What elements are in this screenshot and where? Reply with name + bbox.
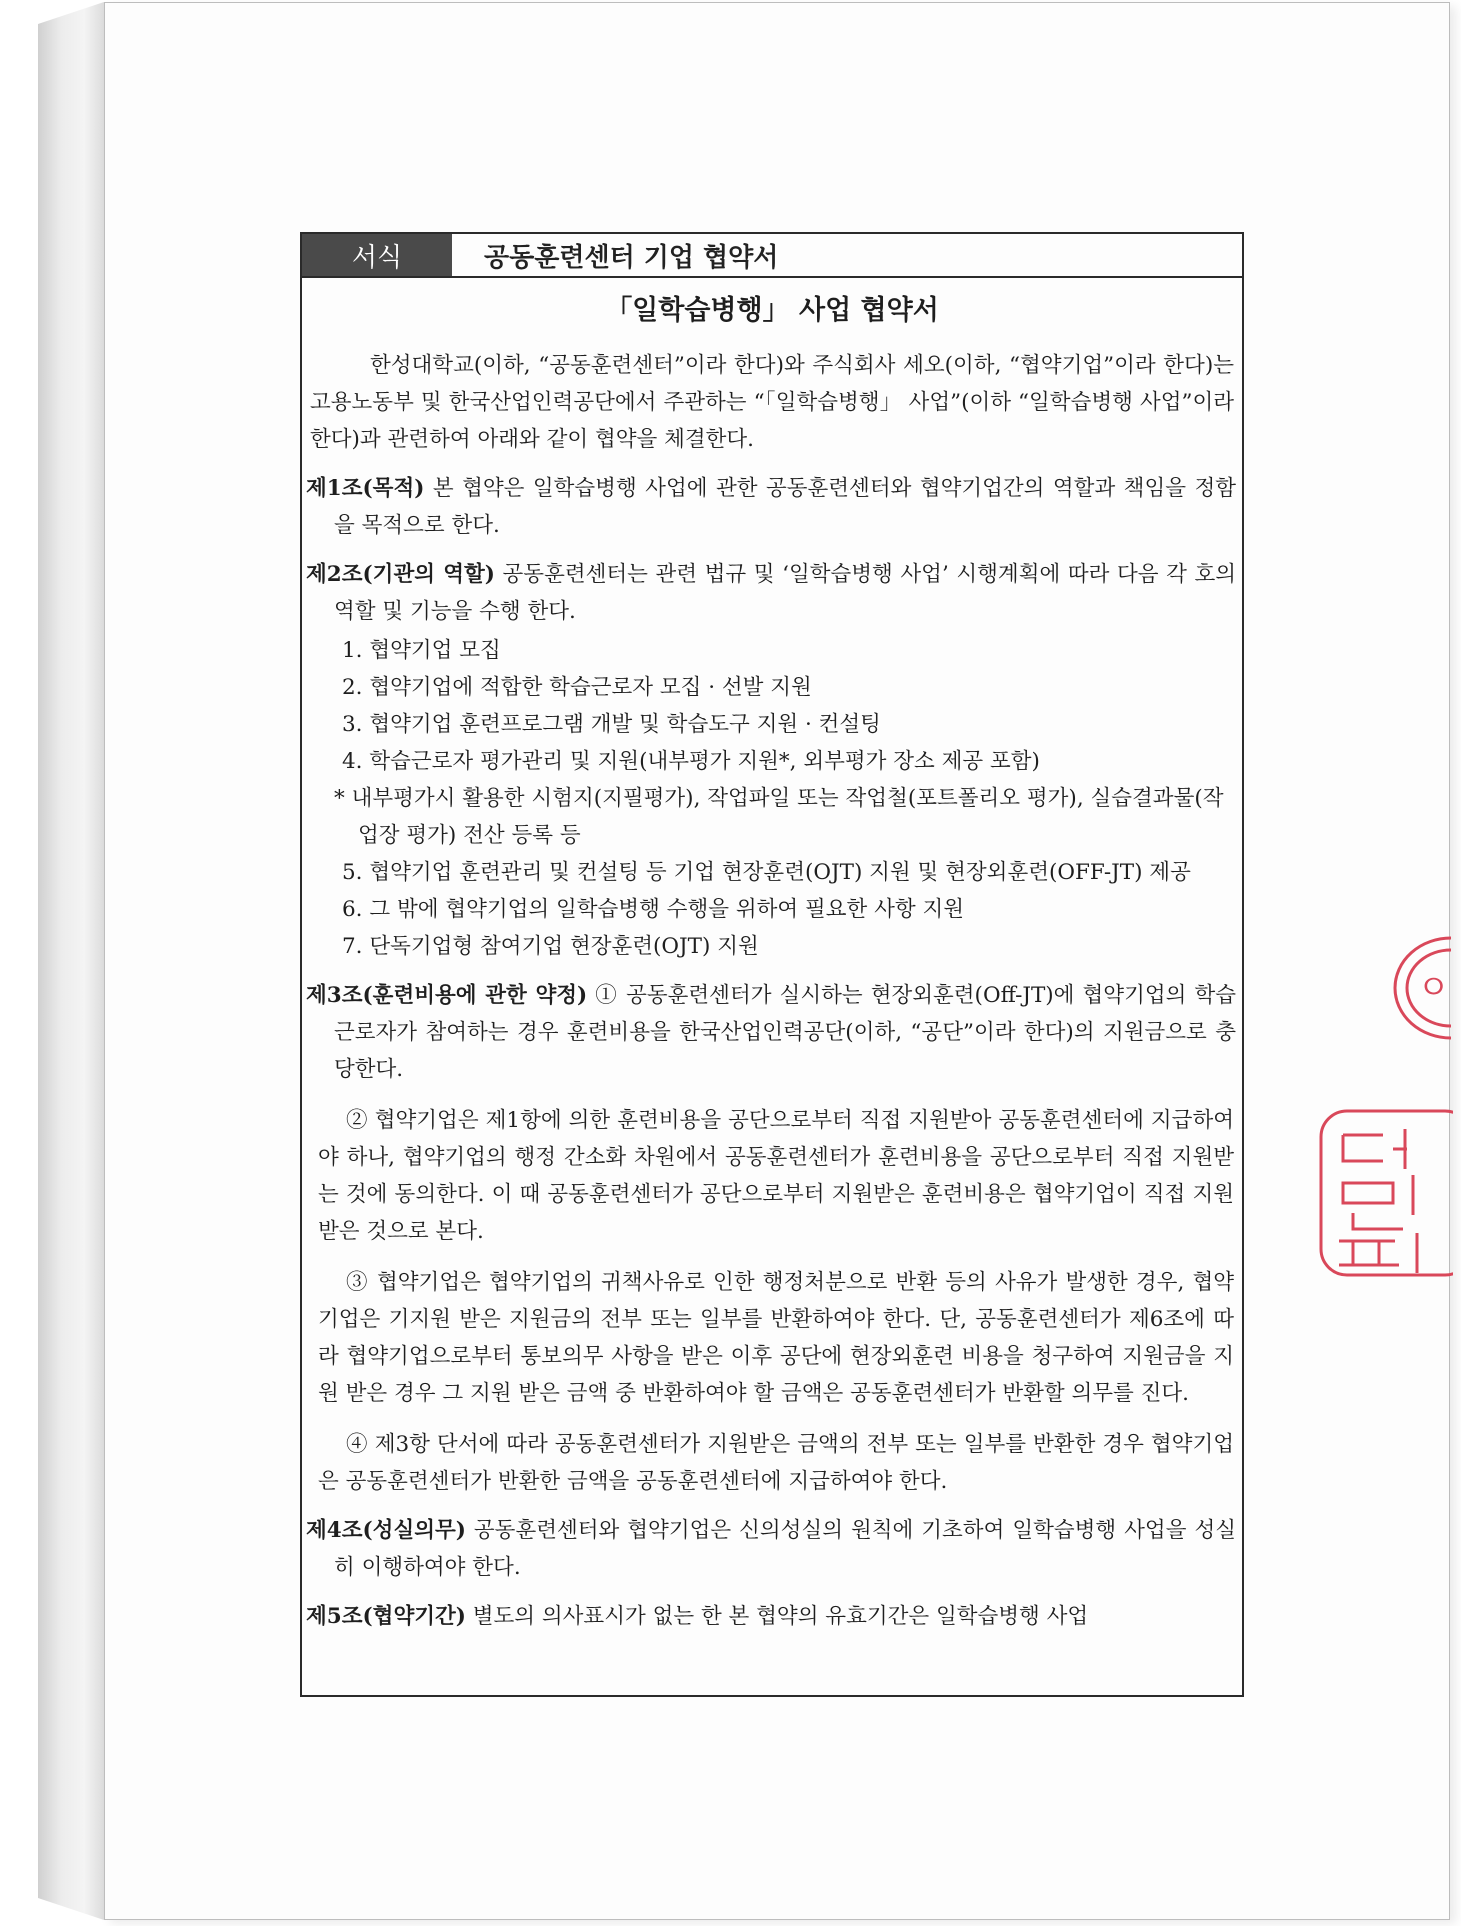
list-item: 1. 협약기업 모집 xyxy=(342,638,501,663)
form-title: 공동훈련센터 기업 협약서 xyxy=(484,242,779,273)
intro-paragraph: 한성대학교(이하, “공동훈련센터”이라 한다)와 주식회사 세오(이하, “협약기업”이라 한다)는 고용노동부 및 한국산업인력공단에서 주관하는 “「일학습병행」 사업”(이하 “일학습병행 사업”이라 한다)과 관련하여 아래와 같이 협약을 체결한다. xyxy=(310,353,1234,452)
article-2-text: 공동훈련센터는 관련 법규 및 ‘일학습병행 사업’ 시행계획에 따라 다음 각 호의 역할 및 기능을 수행 한다. xyxy=(334,562,1236,624)
list-item: 2. 협약기업에 적합한 학습근로자 모집 · 선발 지원 xyxy=(342,675,812,700)
article-3-paragraph-4: ④ 제3항 단서에 따라 공동훈련센터가 지원받은 금액의 전부 또는 일부를 반환한 경우 협약기업은 공동훈련센터가 반환한 금액을 공동훈련센터에 지급하여야 한다. xyxy=(318,1432,1234,1494)
article-4 xyxy=(302,1512,1242,1586)
article-5-text: 별도의 의사표시가 없는 한 본 협약의 유효기간은 일학습병행 사업 xyxy=(465,1604,1089,1629)
article-5 xyxy=(302,1598,1242,1635)
article-3 xyxy=(302,977,1242,1088)
list-item: 7. 단독기업형 참여기업 현장훈련(OJT) 지원 xyxy=(342,934,759,959)
article-3-heading: 제3조(훈련비용에 관한 약정) xyxy=(306,983,588,1008)
article-5-heading: 제5조(협약기간) xyxy=(306,1604,466,1629)
svg-text:ㅇ: ㅇ xyxy=(1417,968,1450,1008)
list-item: 6. 그 밖에 협약기업의 일학습병행 수행을 위하여 필요한 사항 지원 xyxy=(342,897,965,922)
article-2 xyxy=(302,556,1242,630)
article-2-items-continued xyxy=(302,854,1242,965)
article-1-heading: 제1조(목적) xyxy=(306,476,425,501)
book-spine xyxy=(38,2,104,1920)
list-item: 4. 학습근로자 평가관리 및 지원(내부평가 지원*, 외부평가 장소 제공 포함) xyxy=(342,749,1040,774)
form-label: 서식 xyxy=(302,234,452,276)
article-4-text: 공동훈련센터와 협약기업은 신의성실의 원칙에 기초하여 일학습병행 사업을 성실히 이행하여야 한다. xyxy=(334,1518,1236,1580)
list-item: 3. 협약기업 훈련프로그램 개발 및 학습도구 지원 · 컨설팅 xyxy=(342,712,881,737)
article-2-heading: 제2조(기관의 역할) xyxy=(306,562,495,587)
document-title: 「일학습병행」 사업 협약서 xyxy=(605,295,939,326)
item-4-footnote: * 내부평가시 활용한 시험지(지필평가), 작업파일 또는 작업철(포트폴리오 평가), 실습결과물(작업장 평가) 전산 등록 등 xyxy=(334,786,1224,848)
article-2-items xyxy=(302,632,1242,780)
article-3-paragraph-3: ③ 협약기업은 협약기업의 귀책사유로 인한 행정처분으로 반환 등의 사유가 발생한 경우, 협약기업은 기지원 받은 지원금의 전부 또는 일부를 반환하여야 한다. 단, 공동훈련센터가 제6조에 따라 협약기업으로부터 통보의무 사항을 받은 이후 공단에 현장외훈련 비용을 청구하여 지원금을 지원 받은 경우 그 지원 받은 금액 중 반환하여야 할 금액은 공동훈련센터가 반환할 의무를 진다. xyxy=(318,1270,1234,1406)
company-seal-partial xyxy=(1313,1105,1453,1285)
list-item: 5. 협약기업 훈련관리 및 컨설팅 등 기업 현장훈련(OJT) 지원 및 현장외훈련(OFF-JT) 제공 xyxy=(342,860,1191,885)
article-3-paragraph-2: ② 협약기업은 제1항에 의한 훈련비용을 공단으로부터 직접 지원받아 공동훈련센터에 지급하여야 하나, 협약기업의 행정 간소화 차원에서 공동훈련센터가 훈련비용을 공단으로부터 직접 지원받는 것에 동의한다. 이 때 공동훈련센터가 공단으로부터 지원받은 훈련비용은 협약기업이 직접 지원받은 것으로 본다. xyxy=(318,1108,1234,1244)
agreement-form xyxy=(300,232,1244,1697)
article-1 xyxy=(302,470,1242,544)
seal-stamp-partial xyxy=(1351,933,1451,1043)
article-4-heading: 제4조(성실의무) xyxy=(306,1518,466,1543)
form-header xyxy=(302,232,1242,278)
article-1-text: 본 협약은 일학습병행 사업에 관한 공동훈련센터와 협약기업간의 역할과 책임을 정함을 목적으로 한다. xyxy=(334,476,1236,538)
article-3-text: ① 공동훈련센터가 실시하는 현장외훈련(Off-JT)에 협약기업의 학습근로자가 참여하는 경우 훈련비용을 한국산업인력공단(이하, “공단”이라 한다)의 지원금으로 충당한다. xyxy=(334,983,1236,1082)
